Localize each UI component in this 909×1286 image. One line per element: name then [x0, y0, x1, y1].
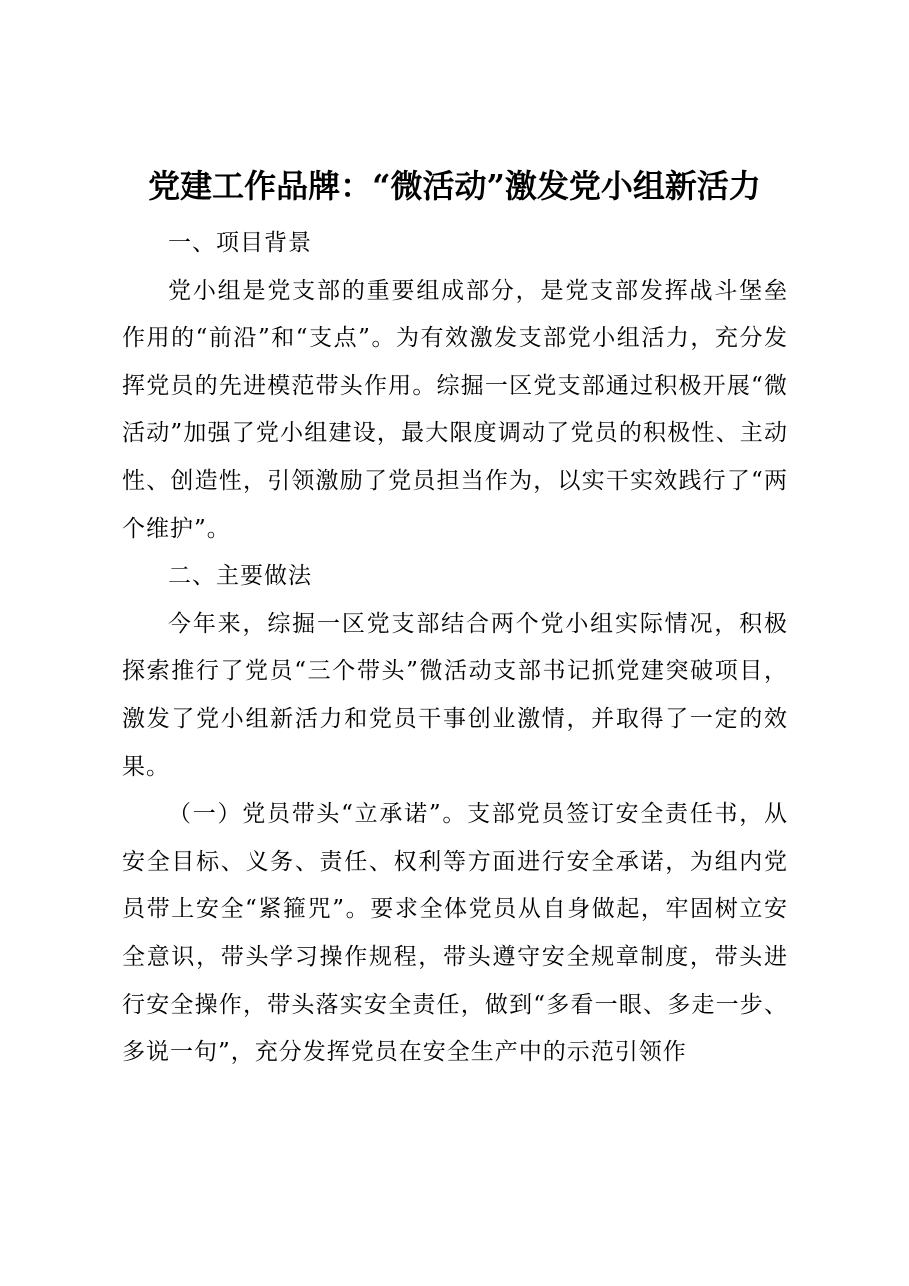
document-title: 党建工作品牌：“微活动”激发党小组新活力 — [148, 167, 761, 205]
paragraph-practices-commitment: （一）党员带头“立承诺”。支部党员签订安全责任书，从安全目标、义务、责任、权利等方面进行安全承诺，为组内党员带上安全“紧箍咒”。要求全体党员从自身做起，牢固树立安全意识，带头学习操作规程，带头遵守安全规章制度，带头进行安全操作，带头落实安全责任，做到“多看一眼、多走一步、多说一句”，充分发挥党员在安全生产中的示范引领作 — [122, 801, 788, 1066]
paragraph-background: 党小组是党支部的重要组成部分，是党支部发挥战斗堡垒作用的“前沿”和“支点”。为有效激发支部党小组活力，充分发挥党员的先进模范带头作用。综掘一区党支部通过积极开展“微活动”加强了党小组建设，最大限度调动了党员的积极性、主动性、创造性，引领激励了党员担当作为，以实干实效践行了“两个维护”。 — [122, 277, 788, 542]
section-heading-background: 一、项目背景 — [168, 230, 312, 256]
section-heading-practices: 二、主要做法 — [168, 563, 312, 590]
document-body — [122, 220, 788, 1077]
paragraph-practices-intro: 今年来，综掘一区党支部结合两个党小组实际情况，积极探索推行了党员“三个带头”微活动支部书记抓党建突破项目，激发了党小组新活力和党员干事创业激情，并取得了一定的效果。 — [122, 610, 788, 780]
